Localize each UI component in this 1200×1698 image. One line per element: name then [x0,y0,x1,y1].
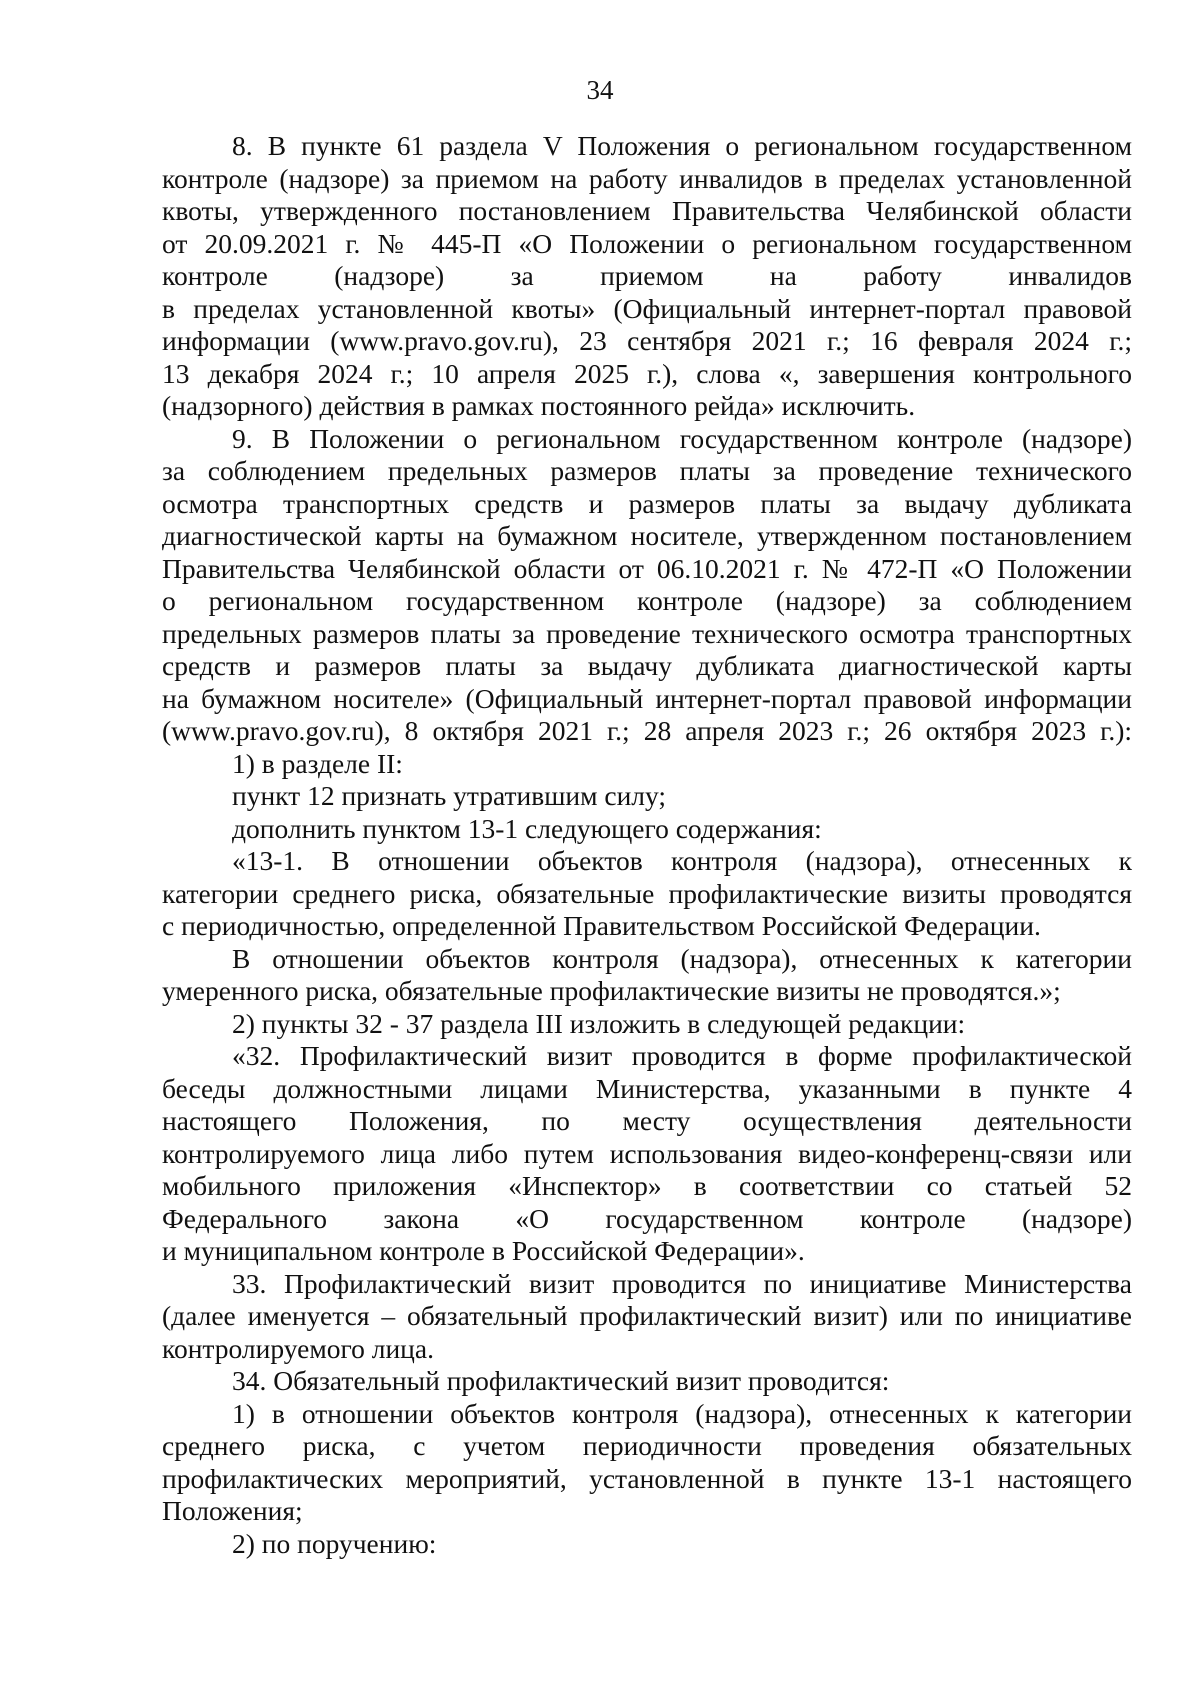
text-line: «13-1. В отношении объектов контроля (надзора), отнесенных к [232,845,1132,876]
text-line: 34. Обязательный профилактический визит проводится: [232,1365,890,1396]
text-line: умеренного риска, обязательные профилактические визиты не проводятся.»; [162,975,1061,1006]
text-line: о региональном государственном контроле (надзоре) за соблюдением [162,585,1132,616]
text-line: 8. В пункте 61 раздела V Положения о региональном государственном [232,130,1132,161]
page-number: 34 [586,75,614,105]
text-line: диагностической карты на бумажном носителе, утвержденном постановлением [162,520,1132,551]
text-line: контроле (надзоре) за приемом на работу инвалидов в пределах установленной [162,162,1132,194]
text-line: (далее именуется – обязательный профилактический визит) или по инициативе [162,1300,1132,1331]
text-line: за соблюдением предельных размеров платы за проведение технического [162,455,1132,486]
text-line: контролируемого лица либо путем использования видео-конференц-связи или [162,1137,1132,1169]
text-line: Федерального закона «О государственном контроле (надзоре) [162,1202,1132,1234]
text-line: мобильного приложения «Инспектор» в соответствии со статьей 52 [162,1170,1132,1201]
text-line: 2) по поручению: [232,1527,437,1559]
text-line: от 20.09.2021 г. № 445-П «О Положении о региональном государственном [162,227,1132,259]
text-line: (www.pravo.gov.ru), 8 октября 2021 г.; 28 апреля 2023 г.; 26 октября 2023 г.): [162,715,1132,746]
text-line: «32. Профилактический визит проводится в форме профилактической [232,1040,1132,1071]
text-line: осмотра транспортных средств и размеров платы за выдачу дубликата [162,487,1132,519]
text-line: на бумажном носителе» (Официальный интернет-портал правовой информации [162,682,1132,714]
text-line: 1) в отношении объектов контроля (надзора), отнесенных к категории [232,1397,1132,1429]
text-line: квоты, утвержденного постановлением Правительства Челябинской области [162,195,1132,226]
text-line: 13 декабря 2024 г.; 10 апреля 2025 г.), слова «, завершения контрольного [162,357,1132,389]
text-line: и муниципальном контроле в Российской Федерации». [162,1235,805,1266]
text-line: пункт 12 признать утратившим силу; [232,780,667,811]
text-line: 33. Профилактический визит проводится по инициативе Министерства [232,1267,1132,1299]
text-line: настоящего Положения, по месту осуществления деятельности [162,1105,1132,1136]
text-line: контроле (надзоре) за приемом на работу инвалидов [162,260,1132,291]
text-line: беседы должностными лицами Министерства, указанными в пункте 4 [162,1072,1132,1104]
text-line: 2) пункты 32 - 37 раздела III изложить в следующей редакции: [232,1007,966,1039]
text-line: средств и размеров платы за выдачу дубликата диагностической карты [162,650,1132,681]
document-body [162,130,1132,1560]
text-line: категории среднего риска, обязательные профилактические визиты проводятся [162,877,1132,909]
text-line: В отношении объектов контроля (надзора), отнесенных к категории [232,942,1132,974]
text-line: в пределах установленной квоты» (Официальный интернет-портал правовой [162,292,1132,324]
text-line: контролируемого лица. [162,1332,434,1364]
text-line: с периодичностью, определенной Правительством Российской Федерации. [162,910,1041,941]
text-line: информации (www.pravo.gov.ru), 23 сентября 2021 г.; 16 февраля 2024 г.; [162,325,1132,356]
text-line: 9. В Положении о региональном государственном контроле (надзоре) [232,422,1132,454]
text-line: Правительства Челябинской области от 06.10.2021 г. № 472-П «О Положении [162,552,1132,584]
text-line: дополнить пунктом 13-1 следующего содержания: [232,812,822,844]
text-line: профилактических мероприятий, установленной в пункте 13-1 настоящего [162,1462,1132,1494]
text-line: 1) в разделе II: [232,747,403,779]
text-line: (надзорного) действия в рамках постоянного рейда» исключить. [162,390,916,421]
text-line: Положения; [162,1495,303,1526]
text-line: среднего риска, с учетом периодичности проведения обязательных [162,1430,1132,1461]
text-line: предельных размеров платы за проведение технического осмотра транспортных [162,617,1132,649]
